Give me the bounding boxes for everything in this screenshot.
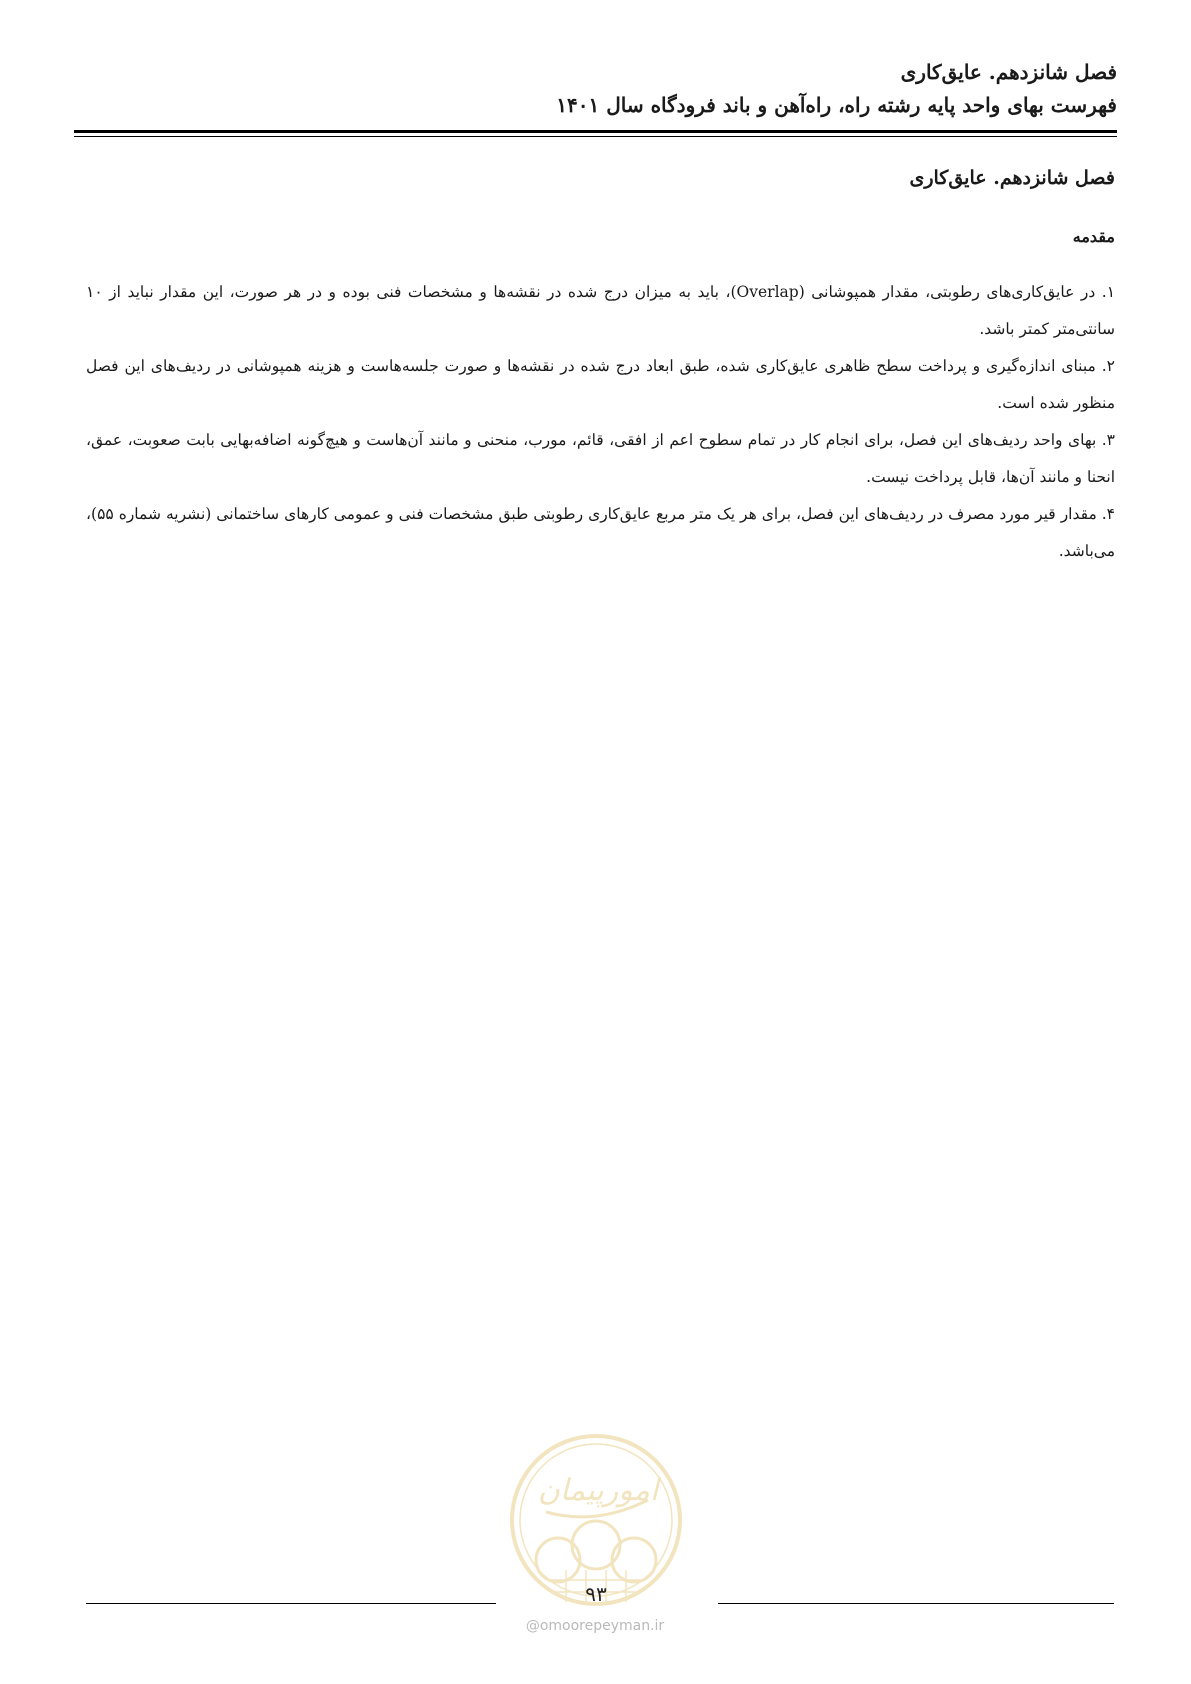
footer-rule-left	[86, 1603, 496, 1604]
paragraph-2: ۲. مبنای اندازه‌گیری و پرداخت سطح ظاهری عایق‌کاری شده، طبق ابعاد درج شده در نقشه‌ها و صورت جلسه‌هاست و هزینه همپوشانی در ردیف‌های این فصل منظور شده است.	[86, 357, 1115, 412]
header-document-title: فهرست بهای واحد پایه رشته راه، راه‌آهن و باند فرودگاه سال ۱۴۰۱	[556, 93, 1117, 117]
page-number: ۹۳	[585, 1582, 607, 1606]
introduction-heading: مقدمه	[1072, 227, 1115, 246]
page-content	[86, 160, 1115, 570]
header-rule-thin	[74, 136, 1117, 137]
section-title: فصل شانزدهم. عایق‌کاری	[909, 167, 1115, 189]
paragraph-1: ۱. در عایق‌کاری‌های رطوبتی، مقدار همپوشانی (Overlap)، باید به میزان درج شده در نقشه‌ها و مشخصات فنی بوده و در هر صورت، این مقدار نباید از ۱۰ سانتی‌متر کمتر باشد.	[86, 283, 1116, 338]
header-chapter-title: فصل شانزدهم. عایق‌کاری	[900, 60, 1117, 84]
seal-lettering: امورپیمان	[537, 1473, 659, 1508]
website-watermark: @omoorepeyman.ir	[525, 1618, 665, 1634]
header-rule-thick	[74, 130, 1117, 133]
page-header	[74, 56, 1117, 122]
paragraph-4: ۴. مقدار قیر مورد مصرف در ردیف‌های این فصل، برای هر یک متر مربع عایق‌کاری رطوبتی طبق مشخصات فنی و عمومی کارهای ساختمانی (نشریه شماره ۵۵)، می‌باشد.	[86, 505, 1115, 560]
paragraph-3: ۳. بهای واحد ردیف‌های این فصل، برای انجام کار در تمام سطوح اعم از افقی، قائم، مورب، منحنی و مانند آن‌هاست و هیچ‌گونه اضافه‌بهایی بابت صعوبت، عمق، انحنا و مانند آن‌ها، قابل پرداخت نیست.	[86, 431, 1115, 486]
footer-rule-right	[718, 1603, 1114, 1604]
